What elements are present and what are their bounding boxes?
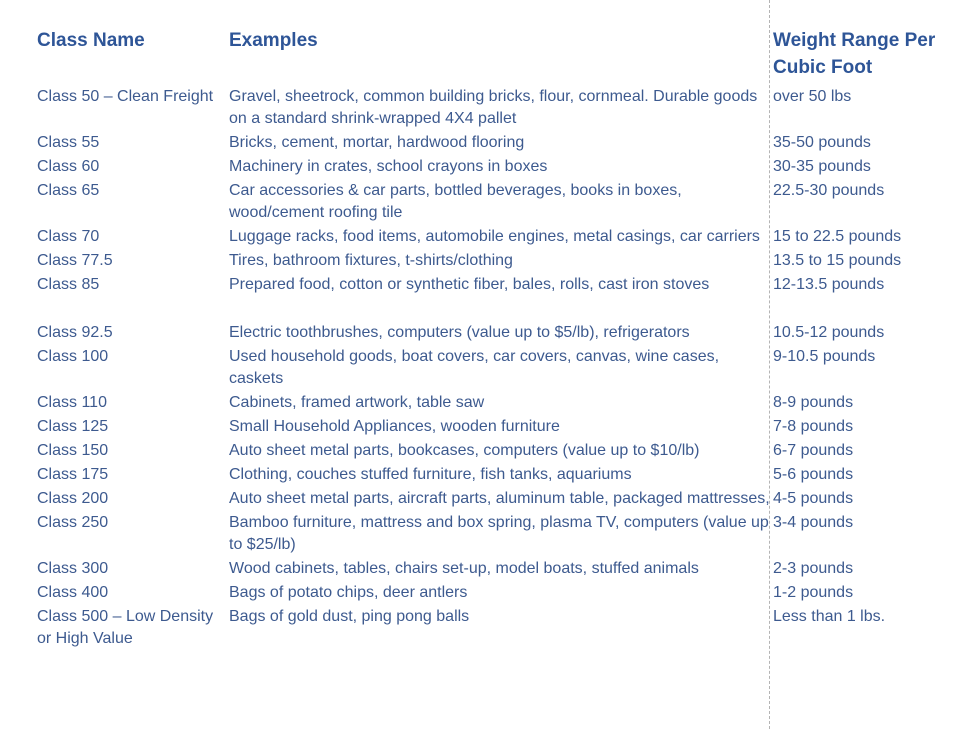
table-row: [37, 250, 957, 274]
examples-cell: Wood cabinets, tables, chairs set-up, model boats, stuffed animals: [229, 560, 699, 577]
table-row: [37, 298, 957, 346]
table-row: [37, 156, 957, 180]
table-row: [37, 464, 957, 488]
examples-cell: Luggage racks, food items, automobile engines, metal casings, car carriers: [229, 228, 760, 245]
weight-cell: 9-10.5 pounds: [773, 348, 876, 365]
examples-cell: Prepared food, cotton or synthetic fiber, bales, rolls, cast iron stoves: [229, 276, 710, 293]
header-weight-range: Weight Range Per Cubic Foot: [773, 30, 936, 78]
weight-cell: Less than 1 lbs.: [773, 608, 886, 625]
table-row: [37, 416, 957, 440]
weight-cell: 2-3 pounds: [773, 560, 854, 577]
class-name-cell: Class 92.5: [37, 324, 113, 341]
table-row: [37, 392, 957, 416]
table-row: [37, 346, 957, 392]
weight-cell: 8-9 pounds: [773, 394, 854, 411]
examples-cell: Machinery in crates, school crayons in boxes: [229, 158, 548, 175]
class-name-cell: Class 175: [37, 466, 109, 483]
weight-cell: 12-13.5 pounds: [773, 276, 885, 293]
class-name-cell: Class 500 – Low Density or High Value: [37, 608, 214, 647]
class-name-cell: Class 150: [37, 442, 109, 459]
weight-cell: 3-4 pounds: [773, 514, 854, 531]
class-name-cell: Class 100: [37, 348, 109, 365]
examples-cell: Cabinets, framed artwork, table saw: [229, 394, 485, 411]
table-row: [37, 512, 957, 558]
weight-cell: 1-2 pounds: [773, 584, 854, 601]
examples-cell: Small Household Appliances, wooden furniture: [229, 418, 560, 435]
class-name-cell: Class 200: [37, 490, 109, 507]
class-name-cell: Class 250: [37, 514, 109, 531]
weight-cell: 7-8 pounds: [773, 418, 854, 435]
weight-cell: 5-6 pounds: [773, 466, 854, 483]
examples-cell: Electric toothbrushes, computers (value up to $5/lb), refrigerators: [229, 324, 690, 341]
class-name-cell: Class 50 – Clean Freight: [37, 88, 214, 105]
weight-cell: 10.5-12 pounds: [773, 324, 885, 341]
header-class-name: Class Name: [37, 30, 145, 51]
class-name-cell: Class 85: [37, 276, 100, 293]
table-row: [37, 132, 957, 156]
class-name-cell: Class 300: [37, 560, 109, 577]
class-name-cell: Class 125: [37, 418, 109, 435]
examples-cell: Auto sheet metal parts, aircraft parts, aluminum table, packaged mattresses,: [229, 490, 770, 507]
weight-cell: 6-7 pounds: [773, 442, 854, 459]
examples-cell: Bricks, cement, mortar, hardwood flooring: [229, 134, 525, 151]
class-name-cell: Class 110: [37, 394, 107, 411]
table-row: [37, 582, 957, 606]
class-name-cell: Class 77.5: [37, 252, 113, 269]
class-name-cell: Class 60: [37, 158, 100, 175]
table-row: [37, 558, 957, 582]
freight-class-table: [37, 0, 957, 652]
weight-cell: over 50 lbs: [773, 88, 852, 105]
table-row: [37, 180, 957, 226]
weight-cell: 30-35 pounds: [773, 158, 871, 175]
class-name-cell: Class 65: [37, 182, 100, 199]
table-row: [37, 226, 957, 250]
class-name-cell: Class 55: [37, 134, 100, 151]
weight-cell: 4-5 pounds: [773, 490, 854, 507]
table-row: [37, 274, 957, 298]
weight-cell: 35-50 pounds: [773, 134, 871, 151]
header-row: [37, 0, 957, 86]
examples-cell: Auto sheet metal parts, bookcases, computers (value up to $10/lb): [229, 442, 700, 459]
header-examples: Examples: [229, 30, 318, 51]
class-name-cell: Class 400: [37, 584, 109, 601]
table-row: [37, 488, 957, 512]
examples-cell: Bags of potato chips, deer antlers: [229, 584, 468, 601]
weight-cell: 22.5-30 pounds: [773, 182, 885, 199]
class-name-cell: Class 70: [37, 228, 100, 245]
examples-cell: Bags of gold dust, ping pong balls: [229, 608, 470, 625]
examples-cell: Bamboo furniture, mattress and box spring, plasma TV, computers (value up to $25/lb): [229, 514, 769, 553]
table-row: [37, 440, 957, 464]
examples-cell: Clothing, couches stuffed furniture, fish tanks, aquariums: [229, 466, 632, 483]
examples-cell: Gravel, sheetrock, common building bricks, flour, cornmeal. Durable goods on a standard shrink-wrapped 4X4 pallet: [229, 88, 758, 127]
examples-cell: Used household goods, boat covers, car covers, canvas, wine cases, caskets: [229, 348, 720, 387]
weight-cell: 13.5 to 15 pounds: [773, 252, 902, 269]
table-row: [37, 86, 957, 132]
weight-cell: 15 to 22.5 pounds: [773, 228, 902, 245]
examples-cell: Car accessories & car parts, bottled beverages, books in boxes, wood/cement roofing tile: [229, 182, 682, 221]
examples-cell: Tires, bathroom fixtures, t-shirts/clothing: [229, 252, 513, 269]
table-row: [37, 606, 957, 652]
